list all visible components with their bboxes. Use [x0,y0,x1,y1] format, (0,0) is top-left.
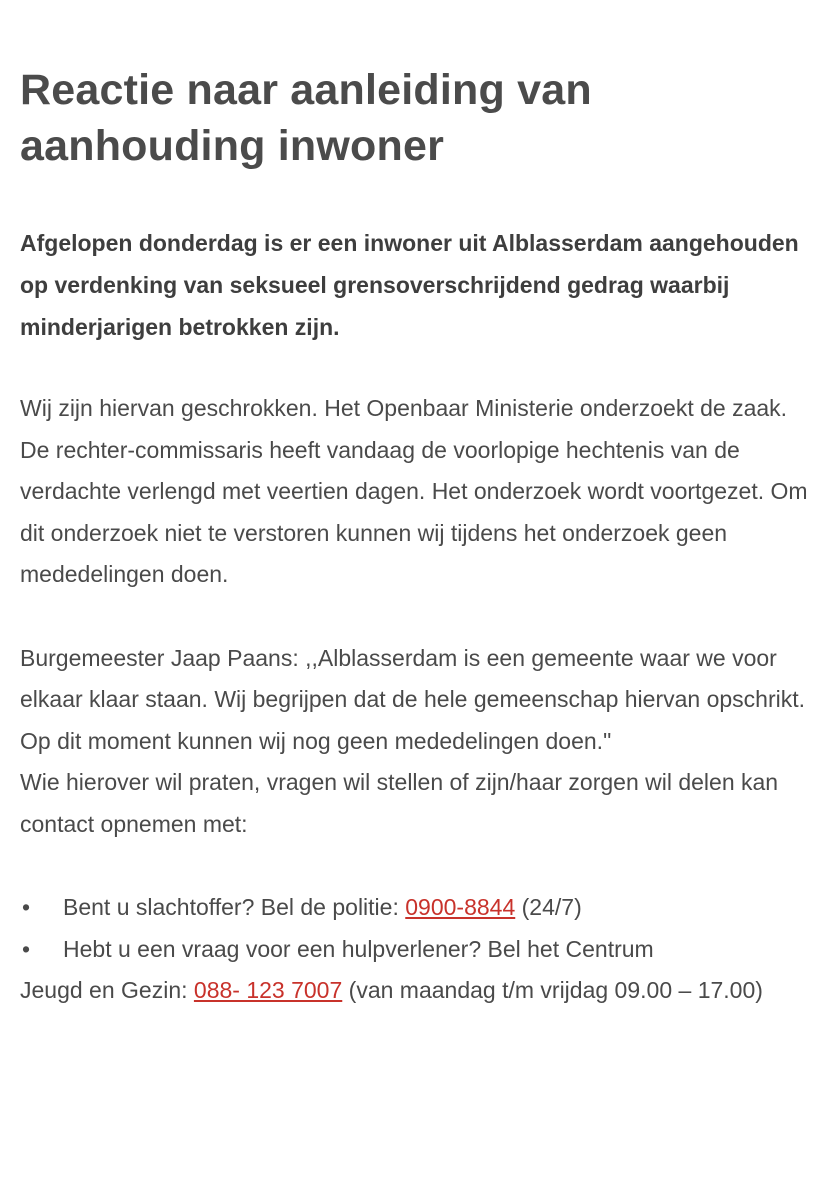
paragraph-contact-intro: Wie hierover wil praten, vragen wil stellen of zijn/haar zorgen wil delen kan contact opnemen met: [20,769,779,837]
article-lead: Afgelopen donderdag is er een inwoner uit Alblasserdam aangehouden op verdenking van seksueel grensoverschrijdend gedrag waarbij minderjarigen betrokken zijn. [20,230,799,340]
list-item-text-cont: Jeugd en Gezin: [20,977,194,1003]
page-title: Reactie naar aanleiding van aanhouding inwoner [20,66,592,170]
youth-center-phone-link[interactable]: 088- 123 7007 [193,977,343,1003]
bullet-icon: • [22,894,31,920]
paragraph-mayor-quote: Burgemeester Jaap Paans: ,,Alblasserdam is een gemeente waar we voor elkaar klaar staan. Wij begrijpen dat de hele gemeenschap hiervan opschrikt. Op dit moment kunnen wij nog geen mededelingen doen." [20,644,805,754]
list-item-youth-center [20,929,810,1012]
list-item-suffix: (24/7) [515,894,582,920]
article [20,62,810,1012]
list-item-text: Hebt u een vraag voor een hulpverlener? Bel het Centrum [63,935,654,962]
police-phone-link[interactable]: 0900-8844 [405,894,516,920]
contact-list [20,887,810,1012]
list-item-suffix: (van maandag t/m vrijdag 09.00 – 17.00) [342,977,763,1003]
list-item-text: Bent u slachtoffer? Bel de politie: [63,894,406,920]
list-item-police [20,887,810,929]
paragraph-investigation: Wij zijn hiervan geschrokken. Het Openbaar Ministerie onderzoekt de zaak. De rechter-commissaris heeft vandaag de voorlopige hechtenis van de verdachte verlengd met veertien dagen. Het onderzoek wordt voortgezet. Om dit onderzoek niet te verstoren kunnen wij tijdens het onderzoek geen mededelingen doen. [20,395,808,587]
bullet-icon: • [22,935,31,962]
